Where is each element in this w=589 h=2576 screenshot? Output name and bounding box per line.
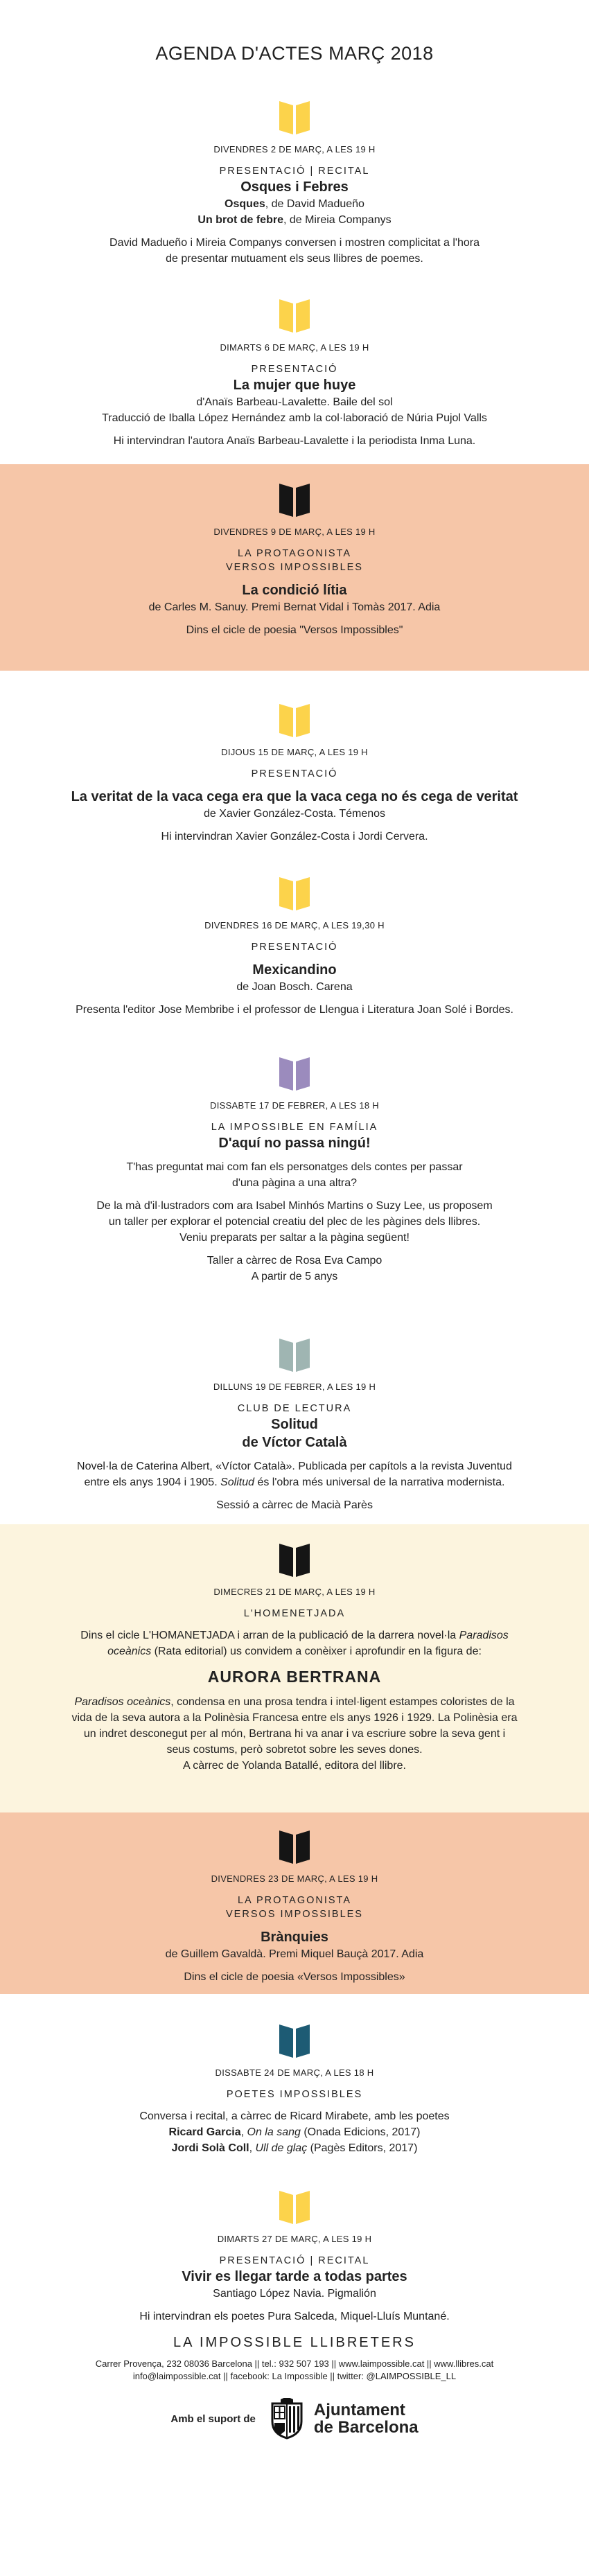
event-description: Hi intervindran l'autora Anaïs Barbeau-Lavalette i la periodista Inma Luna. (113, 435, 476, 447)
event-intro: Dins el cicle L'HOMANETJADA i arran de la publicació de la darrera novel·la Paradisos (80, 1630, 509, 1641)
event-author: de Guillem Gavaldà. Premi Miquel Bauçà 2017. Adia (165, 1948, 424, 1960)
event-description: David Madueño i Mireia Companys conversen i mostren complicitat a l'hora (109, 237, 480, 249)
book-yellow-icon (278, 98, 311, 136)
event-title: Mexicandino (252, 962, 337, 978)
book-yellow-icon (278, 2188, 311, 2225)
event-description: Hi intervindran Xavier González-Costa i Jordi Cervera. (161, 831, 428, 843)
event-description: Dins el cicle de poesia "Versos Impossibles" (186, 624, 403, 636)
event-solitud (0, 1314, 589, 1524)
support-label: Amb el suport de (170, 2412, 256, 2425)
event-description: Dins el cicle de poesia «Versos Impossibles» (184, 1971, 405, 1983)
event-date: DISSABTE 24 DE MARÇ, A LES 18 H (215, 2067, 374, 2078)
event-mexicandino (0, 856, 589, 1038)
event-description: Hi intervindran els poetes Pura Salceda, Miquel-Lluís Muntané. (139, 2311, 450, 2322)
sponsor-name: Ajuntament de Barcelona (313, 2401, 419, 2437)
event-date: DIVENDRES 23 DE MARÇ, A LES 19 H (211, 1873, 378, 1884)
event-daqui-no-passa-ningu (0, 1038, 589, 1314)
event-category: L'HOMENETJADA (243, 1608, 346, 1619)
event-osques-i-febres (0, 76, 589, 265)
event-poet: Jordi Solà Coll, Ull de glaç (Pagès Editors, 2017) (171, 2142, 418, 2154)
sponsor-block (0, 2398, 589, 2440)
event-date: DILLUNS 19 DE FEBRER, A LES 19 H (213, 1382, 376, 1392)
event-category: PRESENTACIÓ | RECITAL (219, 166, 370, 177)
event-author: Santiago López Navia. Pigmalión (213, 2288, 376, 2300)
event-book-line: Osques, de David Madueño (225, 198, 364, 210)
event-la-veritat-de-la-vaca-cega (0, 671, 589, 856)
event-author: de Xavier González-Costa. Témenos (203, 808, 386, 820)
event-la-mujer-que-huye (0, 261, 589, 464)
event-date: DIMECRES 21 DE MARÇ, A LES 19 H (213, 1587, 376, 1597)
event-date: DIMARTS 6 DE MARÇ, A LES 19 H (220, 342, 369, 353)
event-title: La veritat de la vaca cega era que la vaca cega no és cega de veritat (71, 789, 518, 804)
event-category: PRESENTACIÓ (251, 942, 338, 953)
event-description: Novel·la de Caterina Albert, «Víctor Català». Publicada per capítols a la revista Juventud (77, 1461, 512, 1472)
event-category: LA IMPOSSIBLE EN FAMÍLIA (211, 1122, 378, 1133)
event-la-condicio-litia (0, 464, 589, 671)
event-category: PRESENTACIÓ (251, 364, 338, 375)
book-black-icon (278, 481, 311, 518)
event-poetes-impossibles (0, 1994, 589, 2182)
event-book-line: Un brot de febre, de Mireia Companys (197, 214, 392, 226)
footer-address: Carrer Provença, 232 08036 Barcelona || tel.: 932 507 193 || www.laimpossible.cat || www.llibres.cat (95, 2358, 494, 2369)
event-description: seus costums, però sobretot sobre les seves dones. (166, 1744, 423, 1756)
event-description: Veniu preparats per saltar a la pàgina següent! (179, 1232, 410, 1244)
event-category: PRESENTACIÓ | RECITAL (219, 2255, 370, 2266)
event-category: CLUB DE LECTURA (237, 1403, 352, 1414)
event-note: A partir de 5 anys (251, 1271, 338, 1282)
event-category: VERSOS IMPOSSIBLES (226, 562, 363, 573)
book-yellow-icon (278, 874, 311, 912)
event-author: de Carles M. Sanuy. Premi Bernat Vidal i Tomàs 2017. Adia (148, 601, 441, 613)
event-title: Vivir es llegar tarde a todas partes (182, 2269, 407, 2284)
footer (0, 2335, 589, 2440)
event-poet: Ricard Garcia, On la sang (Onada Edicions, 2017) (168, 2126, 421, 2138)
event-note: Sessió a càrrec de Macià Parès (216, 1499, 373, 1511)
event-category: LA PROTAGONISTA (237, 1895, 352, 1906)
event-author: d'Anaïs Barbeau-Lavalette. Baile del sol (196, 396, 393, 408)
footer-brand: LA IMPOSSIBLE LLIBRETERS (173, 2335, 416, 2350)
book-yellow-icon (278, 297, 311, 334)
event-date: DISSABTE 17 DE FEBRER, A LES 18 H (210, 1100, 379, 1111)
book-black-icon (278, 1828, 311, 1865)
event-question: T'has preguntat mai com fan els personatges dels contes per passar (126, 1161, 463, 1173)
event-description: Conversa i recital, a càrrec de Ricard Mirabete, amb les poetes (139, 2110, 450, 2122)
book-black-icon (278, 1541, 311, 1578)
event-category: POETES IMPOSSIBLES (226, 2089, 363, 2100)
event-date: DIJOUS 15 DE MARÇ, A LES 19 H (221, 747, 368, 757)
event-description: un indret desconegut per al món, Bertrana hi va anar i va escriure sobre la seva gent i (83, 1728, 506, 1740)
barcelona-crest-icon (268, 2398, 306, 2440)
event-note: A càrrec de Yolanda Batallé, editora del llibre. (183, 1760, 406, 1772)
event-description: entre els anys 1904 i 1905. Solitud és l'obra més universal de la narrativa modernista. (84, 1476, 505, 1488)
book-teal-icon (278, 2022, 311, 2059)
event-intro: oceànics (Rata editorial) us convidem a conèixer i aprofundir en la figura de: (107, 1646, 482, 1657)
event-description: Paradisos oceànics, condensa en una prosa tendra i intel·ligent estampes coloristes de la (74, 1696, 515, 1708)
event-note: Taller a càrrec de Rosa Eva Campo (206, 1255, 383, 1267)
book-purple-icon (278, 1055, 311, 1092)
event-date: DIVENDRES 16 DE MARÇ, A LES 19,30 H (204, 920, 385, 930)
event-description: De la mà d'il·lustradors com ara Isabel Minhós Martins o Suzy Lee, us proposem (96, 1200, 493, 1212)
event-title: AURORA BERTRANA (207, 1668, 382, 1686)
event-title: D'aquí no passa ningú! (218, 1136, 371, 1151)
event-description: Presenta l'editor Jose Membribe i el professor de Llengua i Literatura Joan Solé i Bordes. (76, 1004, 513, 1016)
event-author: de Joan Bosch. Carena (236, 981, 353, 993)
event-branquies (0, 1812, 589, 1994)
event-translator: Traducció de Iballa López Hernández amb la col·laboració de Núria Pujol Valls (102, 412, 487, 424)
event-category: VERSOS IMPOSSIBLES (226, 1909, 363, 1920)
event-description: de presentar mutuament els seus llibres de poemes. (166, 253, 423, 265)
event-title: Osques i Febres (240, 179, 349, 195)
event-category: LA PROTAGONISTA (237, 548, 352, 559)
event-title: La mujer que huye (233, 378, 356, 393)
book-sage-icon (278, 1336, 311, 1373)
book-yellow-icon (278, 701, 311, 739)
event-category: PRESENTACIÓ (251, 768, 338, 779)
event-title: Brànquies (261, 1930, 328, 1945)
event-vivir-es-llegar-tarde (0, 2182, 589, 2335)
event-date: DIVENDRES 2 DE MARÇ, A LES 19 H (213, 144, 376, 155)
event-title: La condició lítia (242, 583, 347, 598)
event-title: Solitud (271, 1417, 318, 1432)
footer-contact: info@laimpossible.cat || facebook: La Impossible || twitter: @LAIMPOSSIBLE_LL (132, 2371, 457, 2381)
event-title: de Víctor Català (242, 1435, 347, 1450)
event-description: un taller per explorar el potencial creatiu del plec de les pàgines dels llibres. (108, 1216, 481, 1228)
event-description: vida de la seva autora a la Polinèsia Francesa entre els anys 1926 i 1929. La Polinèsia era (71, 1712, 518, 1724)
event-question: d'una pàgina a una altra? (231, 1177, 358, 1189)
event-date: DIMARTS 27 DE MARÇ, A LES 19 H (217, 2234, 372, 2244)
event-aurora-bertrana (0, 1524, 589, 1812)
page-title: AGENDA D'ACTES MARÇ 2018 (155, 43, 434, 64)
event-date: DIVENDRES 9 DE MARÇ, A LES 19 H (213, 527, 376, 537)
